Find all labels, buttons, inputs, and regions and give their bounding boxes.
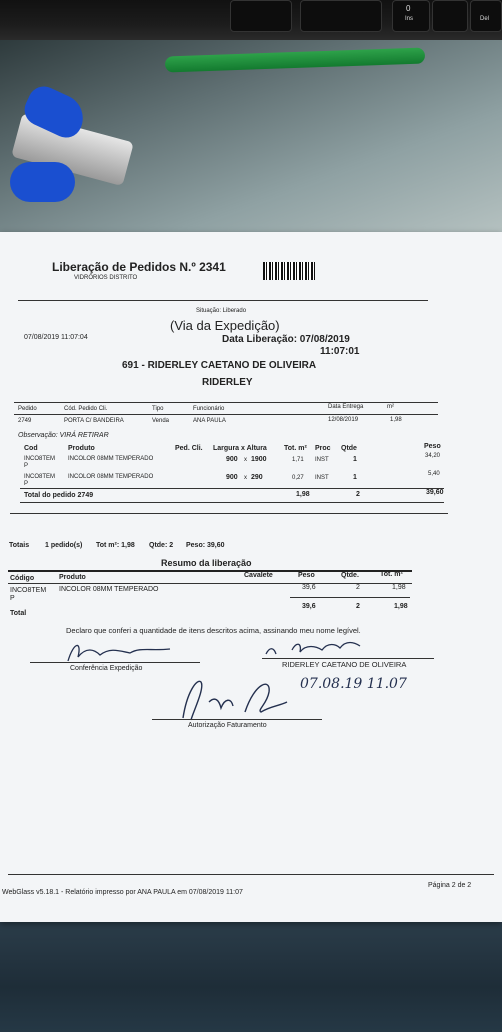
autorizacao-label: Autorização Faturamento — [188, 722, 267, 729]
barcode-image — [263, 262, 315, 280]
item-cod-suffix: P — [24, 481, 29, 487]
client-name-label: RIDERLEY CAETANO DE OLIVEIRA — [282, 660, 407, 669]
hora-liberacao: 11:07:01 — [320, 346, 360, 357]
resumo-codigo-suffix: P — [10, 595, 15, 602]
lap-background — [0, 920, 502, 1032]
item-proc: INST — [315, 457, 329, 463]
signature-line — [30, 662, 200, 663]
divider — [14, 414, 438, 415]
item-peso: 5,40 — [428, 471, 440, 477]
client-short: RIDERLEY — [202, 377, 253, 388]
resumo-tot-m2: 1,98 — [392, 584, 406, 591]
company-name: VIDRORIOS DISTRITO — [74, 275, 138, 281]
resumo-produto: INCOLOR 08MM TEMPERADO — [59, 586, 159, 593]
resumo-col-tot-m2: Tot. m² — [380, 571, 403, 578]
item-cod: INCO8TEM — [24, 474, 56, 480]
data-liberacao: Data Liberação: 07/08/2019 — [222, 334, 350, 345]
item-largura: 900 — [226, 456, 238, 463]
observacao: Observação: VIRÁ RETIRAR — [18, 432, 109, 439]
client-line: 691 - RIDERLEY CAETANO DE OLIVEIRA — [122, 360, 317, 371]
total-pedido-label: Total do pedido 2749 — [24, 492, 94, 499]
resumo-title: Resumo da liberação — [161, 558, 252, 568]
resumo-col-qtde: Qtde. — [341, 572, 359, 579]
divider — [14, 402, 438, 403]
totais-pedidos: 1 pedido(s) — [45, 542, 83, 549]
resumo-col-cavalete: Cavalete — [244, 572, 273, 579]
totais-peso: Peso: 39,60 — [186, 542, 225, 549]
divider — [290, 597, 410, 598]
items-col-cod: Cod — [24, 445, 38, 452]
divider — [8, 874, 494, 875]
declaration-text: Declaro que conferi a quantidade de itens descritos acima, assinando meu nome legível. — [66, 626, 361, 635]
via-label: (Via da Expedição) — [170, 318, 280, 333]
col-cod-pedido-cli: Cód. Pedido Cli. — [64, 406, 108, 412]
item-tot-m2: 0,27 — [292, 475, 304, 481]
item-altura: 1900 — [251, 456, 267, 463]
resumo-total-qtde: 2 — [356, 603, 360, 610]
footer-page: Página 2 de 2 — [428, 882, 472, 889]
item-peso: 34,20 — [425, 453, 441, 459]
key-label: 0 — [406, 4, 411, 13]
total-pedido-m2: 1,98 — [296, 491, 310, 498]
order-tipo: Venda — [152, 418, 170, 424]
signature-line — [262, 658, 434, 659]
col-tipo: Tipo — [152, 406, 164, 412]
item-cod: INCO8TEM — [24, 456, 56, 462]
total-pedido-peso: 39,60 — [426, 489, 444, 496]
col-funcionario: Funcionário — [193, 406, 225, 412]
resumo-total-tot-m2: 1,98 — [394, 603, 408, 610]
resumo-codigo: INCO8TEM — [10, 587, 47, 594]
item-largura: 900 — [226, 474, 238, 481]
item-qtde: 1 — [353, 456, 357, 463]
order-funcionario: ANA PAULA — [193, 418, 226, 424]
keyboard-key — [300, 0, 382, 32]
items-col-qtde: Qtde — [341, 445, 357, 452]
col-pedido: Pedido — [18, 406, 37, 412]
handwritten-date: 07.08.19 11.07 — [300, 676, 407, 692]
conferencia-label: Conferência Expedição — [70, 665, 143, 672]
items-col-tot-m2: Tot. m² — [284, 445, 307, 452]
order-cod-pedido-cli: PORTA C/ BANDEIRA — [64, 418, 124, 424]
divider — [20, 488, 444, 489]
resumo-total-peso: 39,6 — [302, 603, 316, 610]
resumo-peso: 39,6 — [302, 584, 316, 591]
printed-at: 07/08/2019 11:07:04 — [24, 334, 88, 341]
resumo-col-codigo: Código — [10, 575, 35, 582]
key-label: Ins — [405, 16, 414, 22]
items-col-dims: Largura x Altura — [213, 445, 267, 452]
keyboard-key — [432, 0, 468, 32]
resumo-col-produto: Produto — [59, 574, 86, 581]
order-data-entrega: 12/08/2019 — [328, 417, 359, 423]
totais-label: Totais — [9, 542, 30, 549]
item-produto: INCOLOR 08MM TEMPERADO — [68, 456, 154, 462]
divider — [20, 502, 444, 503]
resumo-qtde: 2 — [356, 584, 360, 591]
keyboard-key — [230, 0, 292, 32]
document-page — [0, 232, 502, 922]
totais-qtde: Qtde: 2 — [149, 542, 174, 549]
key-label: Del — [480, 16, 490, 22]
divider — [8, 583, 412, 584]
resumo-col-peso: Peso — [298, 572, 315, 579]
total-pedido-qtde: 2 — [356, 491, 360, 498]
item-x: x — [244, 457, 247, 463]
item-proc: INST — [315, 475, 329, 481]
signature-line — [152, 719, 322, 720]
keyboard — [0, 0, 502, 40]
totais-m2: Tot m²: 1,98 — [96, 542, 135, 549]
items-col-peso: Peso — [424, 443, 441, 450]
items-col-produto: Produto — [68, 445, 95, 452]
item-altura: 290 — [251, 474, 263, 481]
items-col-ped-cli: Ped. Cli. — [175, 445, 203, 452]
document-title: Liberação de Pedidos N.º 2341 — [52, 260, 226, 274]
footer-left: WebGlass v5.18.1 - Relatório impresso por ANA PAULA em 07/08/2019 11:07 — [2, 889, 243, 896]
items-col-proc: Proc — [315, 445, 331, 452]
item-produto: INCOLOR 08MM TEMPERADO — [68, 474, 154, 480]
item-x: x — [244, 475, 247, 481]
situacao-label: Situação: Liberado — [196, 308, 247, 314]
resumo-total-label: Total — [10, 610, 27, 617]
divider — [10, 513, 448, 514]
staple-remover — [5, 92, 130, 202]
order-pedido: 2749 — [18, 418, 32, 424]
item-cod-suffix: P — [24, 463, 29, 469]
col-m2: m² — [387, 404, 394, 410]
signature-autorizacao — [175, 672, 305, 722]
order-m2: 1,98 — [390, 417, 402, 423]
item-tot-m2: 1,71 — [292, 457, 304, 463]
item-qtde: 1 — [353, 474, 357, 481]
col-data-entrega: Data Entrega — [328, 404, 364, 410]
divider — [18, 300, 428, 301]
